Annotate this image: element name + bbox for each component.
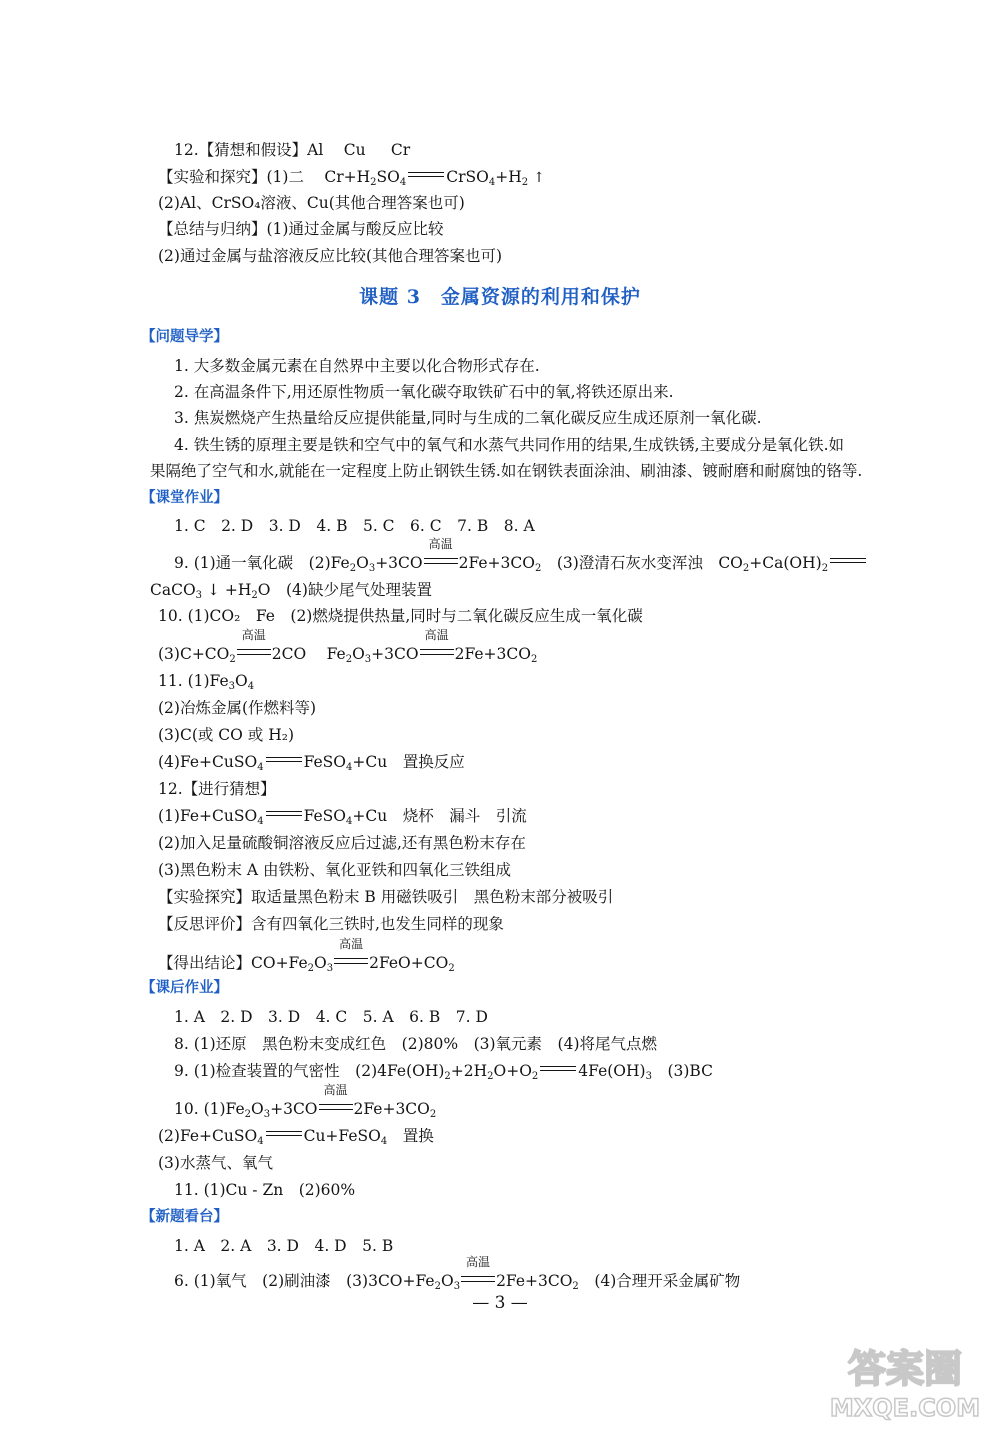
kehou-q10a: 10. $(1)Fe_2O_3+3CO$ 高温 $2Fe+3CO_2$ (174, 1083, 437, 1120)
kehou-q11: 11. (1)Cu - Zn (2)60% (174, 1181, 356, 1199)
kehou-mc: 1. A 2. D 3. D 4. C 5. A 6. B 7. D (174, 1008, 488, 1026)
section-kehou: 【课后作业】 (141, 979, 228, 996)
wenti-q2: 2. 在高温条件下,用还原性物质一氧化碳夺取铁矿石中的氧,将铁还原出来. (174, 383, 674, 401)
page-number: — 3 — (472, 1293, 528, 1313)
watermark-bottom-text: MXQE.COM (829, 1394, 981, 1422)
ketang-q11b: (2)冶炼金属(作燃料等) (158, 699, 317, 717)
section-wenti: 【问题导学】 (141, 328, 228, 345)
ketang-q11a: 11. $(1)Fe_3O_4$ (158, 672, 255, 692)
ketang-q12c: (3)黑色粉末 A 由铁粉、氧化亚铁和四氧化三铁组成 (158, 861, 512, 879)
wenti-q1: 1. 大多数金属元素在自然界中主要以化合物形式存在. (174, 357, 540, 375)
xinti-mc: 1. A 2. A 3. D 4. D 5. B (174, 1237, 394, 1255)
ketang-q12-head: 12.【进行猜想】 (158, 780, 276, 798)
high-temp-condition: 高温 (461, 1271, 495, 1291)
equals-sign (266, 811, 302, 816)
top-line-3: (2)Al、CrSO₄溶液、Cu(其他合理答案也可) (158, 194, 465, 212)
equals-sign (408, 172, 444, 177)
high-temp-condition: 高温 (420, 644, 454, 664)
kehou-q10c: (3)水蒸气、氧气 (158, 1154, 273, 1172)
xinti-q6: 6. (1)氧气 (2)刷油漆 $(3)3CO+Fe_2O_3$ 高温 $2Fe+3CO_2$ (4)合理开采金属矿物 (174, 1255, 741, 1292)
ketang-q11c: (3)C(或 CO 或 H₂) (158, 726, 294, 744)
ketang-q10a: 10. (1)CO₂ Fe (2)燃烧提供热量,同时与二氧化碳反应生成一氧化碳 (158, 607, 643, 625)
kehou-q9: 9. (1)检查装置的气密性 $(2)4Fe(OH)_2+2H_2O+O_2$ $4Fe(OH)_3$ (3)BC (174, 1062, 713, 1082)
wenti-q4b: 果隔绝了空气和水,就能在一定程度上防止钢铁生锈.如在钢铁表面涂油、刷油漆、镀耐磨和耐腐蚀的铬等. (150, 462, 863, 480)
ketang-q10b: $(3)C+CO_2$ 高温 2CO $Fe_2O_3+3CO$ 高温 $2Fe+3CO_2$ (158, 628, 538, 665)
equals-sign (266, 757, 302, 762)
wenti-q4a: 4. 铁生锈的原理主要是铁和空气中的氧气和水蒸气共同作用的结果,生成铁锈,主要成分是氧化铁.如 (174, 436, 844, 454)
kehou-q10b: (2)Fe+CuSO$_4$ Cu+FeSO$_4$ 置换 (158, 1127, 434, 1147)
ketang-q12e: 【反思评价】含有四氧化三铁时,也发生同样的现象 (158, 915, 504, 933)
top-line-4: 【总结与归纳】(1)通过金属与酸反应比较 (158, 220, 444, 238)
equals-sign (830, 558, 866, 563)
watermark-top-text: 答案圈 (847, 1347, 963, 1391)
top-line-5: (2)通过金属与盐溶液反应比较(其他合理答案也可) (158, 247, 503, 265)
high-temp-condition: 高温 (424, 553, 458, 573)
wenti-q3: 3. 焦炭燃烧产生热量给反应提供能量,同时与生成的二氧化碳反应生成还原剂一氧化碳. (174, 409, 762, 427)
ketang-mc: 1. C 2. D 3. D 4. B 5. C 6. C 7. B 8. A (174, 517, 535, 535)
gas-arrow-icon: ↑ (533, 170, 545, 186)
top-line-1: 12.【猜想和假设】Al Cu Cr (174, 141, 411, 159)
ketang-q12a: (1)Fe+CuSO$_4$ FeSO$_4$+Cu 烧杯 漏斗 引流 (158, 807, 527, 827)
ketang-q12d: 【实验探究】取适量黑色粉末 B 用磁铁吸引 黑色粉末部分被吸引 (158, 888, 614, 906)
watermark-logo (820, 1340, 990, 1424)
equals-sign (540, 1066, 576, 1071)
ketang-q9: 9. (1)通一氧化碳 $(2)Fe_2O_3+3CO$ 高温 $2Fe+3CO_2$ (3)澄清石灰水变浑浊 $CO_2+Ca(OH)_2$ (174, 553, 868, 573)
ketang-q9-cont: CaCO$_3$ ↓ $+H_2O$ (4)缺少尾气处理装置 (150, 581, 432, 601)
lesson-title: 课题 3 金属资源的利用和保护 (359, 286, 641, 308)
ketang-q12f: 【得出结论】$CO+Fe_2O_3$ 高温 $2FeO+CO_2$ (158, 937, 455, 974)
section-xinti: 【新题看台】 (141, 1208, 228, 1225)
high-temp-condition: 高温 (334, 953, 368, 973)
equals-sign (266, 1131, 302, 1136)
high-temp-condition: 高温 (319, 1099, 353, 1119)
high-temp-condition: 高温 (237, 644, 271, 664)
top-line-2: 【实验和探究】(1)二 $Cr+H_2SO_4$ $CrSO_4+H_2$ ↑ (158, 168, 545, 188)
kehou-q8: 8. (1)还原 黑色粉末变成红色 (2)80% (3)氧元素 (4)将尾气点燃 (174, 1035, 657, 1053)
section-ketang: 【课堂作业】 (141, 489, 228, 506)
ketang-q12b: (2)加入足量硫酸铜溶液反应后过滤,还有黑色粉末存在 (158, 834, 526, 852)
ketang-q11d: (4)Fe+CuSO$_4$ FeSO$_4$+Cu 置换反应 (158, 753, 465, 773)
